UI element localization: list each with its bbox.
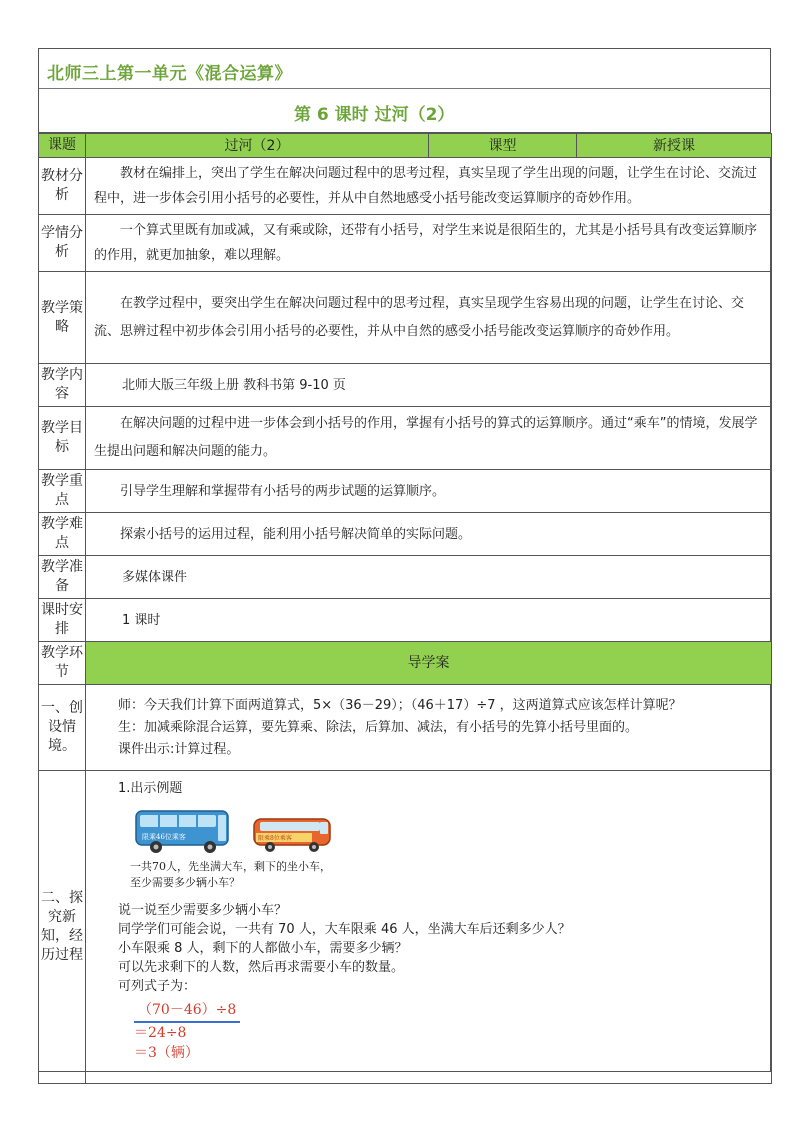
formula-step-b: ＝24÷8	[134, 1025, 187, 1041]
row-text: 北师大版三年级上册 教科书第 9-10 页	[86, 364, 772, 407]
explanation-line: 小车限乘 8 人，剩下的人都做小车，需要多少辆？	[118, 941, 408, 956]
row-text: 一个算式里既有加或减，又有乘或除，还带有小括号，对学生来说是很陌生的，尤其是小括号具有改变运算顺序的作用，就更加抽象，难以理解。	[86, 215, 772, 272]
explanation-block	[86, 901, 763, 996]
step2-row	[39, 771, 772, 1084]
row-label: 学情分析	[39, 215, 86, 272]
table-row	[39, 158, 772, 215]
example-title: 1.出示例题	[118, 781, 183, 796]
table-row	[39, 215, 772, 272]
table-row	[39, 272, 772, 364]
step1-label: 一、创设情境。	[39, 685, 86, 771]
formula-line	[134, 1000, 763, 1023]
lesson-header	[39, 89, 770, 133]
step2-content	[86, 771, 772, 1084]
small-bus-label: 限乘8位乘客	[258, 835, 292, 842]
series-title: 北师三上第一单元《混合运算》	[47, 64, 292, 84]
problem-text-line: 一共70人，先坐满大车，剩下的坐小车，	[130, 860, 331, 873]
small-bus-icon	[252, 815, 334, 855]
row-text: 在解决问题的过程中进一步体会到小括号的作用，掌握有小括号的算式的运算顺序。通过“乘车”的情境，发展学生提出问题和解决问题的能力。	[86, 407, 772, 470]
row-text: 教材在编排上，突出了学生在解决问题过程中的思考过程，真实呈现了学生出现的问题，让学生在讨论、交流过程中，进一步体会引用小括号的必要性，并从中自然地感受小括号能改变运算顺序的奇妙作用。	[86, 158, 772, 215]
step2-label: 二、探究新知，经历过程	[39, 771, 86, 1084]
formula-block	[86, 1000, 763, 1063]
formula-step-c: ＝3（辆）	[134, 1045, 199, 1061]
row-label: 课时安排	[39, 599, 86, 642]
formula-step-a: （70－46）÷8	[134, 1000, 240, 1023]
step1-line: 生：加减乘除混合运算，要先算乘、除法，后算加、减法，有小括号的先算小括号里面的。	[118, 719, 639, 735]
row-text: 多媒体课件	[86, 556, 772, 599]
lesson-type-value: 新授课	[577, 134, 772, 158]
lesson-plan-table	[38, 133, 772, 1084]
explanation-line: 可以先求剩下的人数，然后再求需要小车的数量。	[118, 960, 405, 975]
row-label: 教学目标	[39, 407, 86, 470]
problem-text-line: 至少需要多少辆小车？	[130, 876, 240, 889]
step1-row	[39, 685, 772, 771]
big-bus-label: 限乘46位乘客	[142, 833, 186, 841]
lesson-title: 第 6 课时 过河（2）	[294, 105, 455, 125]
section-title: 导学案	[86, 642, 772, 685]
topic-row	[39, 134, 772, 158]
big-bus-icon	[134, 807, 234, 855]
table-row	[39, 556, 772, 599]
explanation-line: 同学学们可能会说，一共有 70 人，大车限乘 46 人，坐满大车后还剩多少人？	[118, 922, 571, 937]
row-label: 教学难点	[39, 513, 86, 556]
lesson-type-label: 课型	[429, 134, 577, 158]
explanation-line: 说一说至少需要多少辆小车？	[118, 903, 288, 918]
explanation-line: 可列式子为：	[118, 979, 197, 994]
section-row	[39, 642, 772, 685]
table-row	[39, 364, 772, 407]
topic-label: 课题	[39, 134, 86, 158]
section-label: 教学环节	[39, 642, 86, 685]
step1-line: 课件出示:计算过程。	[118, 741, 240, 757]
step1-content	[86, 685, 772, 771]
row-text: 引导学生理解和掌握带有小括号的两步试题的运算顺序。	[86, 470, 772, 513]
step1-line: 师：今天我们计算下面两道算式，5×（36－29）；（46＋17）÷7 ，这两道算式应该怎样计算呢？	[118, 697, 682, 713]
row-label: 教学策略	[39, 272, 86, 364]
row-text: 探索小括号的运用过程，能利用小括号解决简单的实际问题。	[86, 513, 772, 556]
table-row	[39, 407, 772, 470]
bus-illustration	[134, 807, 763, 855]
row-text: 在教学过程中，要突出学生在解决问题过程中的思考过程，真实呈现学生容易出现的问题，让学生在讨论、交流、思辨过程中初步体会引用小括号的必要性，并从中自然的感受小括号能改变运算顺序的奇妙作用。	[86, 272, 772, 364]
topic-title: 过河（2）	[86, 134, 429, 158]
row-text: 1 课时	[86, 599, 772, 642]
table-row	[39, 513, 772, 556]
row-label: 教学准备	[39, 556, 86, 599]
table-row	[39, 599, 772, 642]
table-row	[39, 470, 772, 513]
series-header	[39, 49, 770, 89]
row-label: 教学内容	[39, 364, 86, 407]
row-label: 教材分析	[39, 158, 86, 215]
row-label: 教学重点	[39, 470, 86, 513]
lesson-plan-page	[38, 48, 771, 1072]
